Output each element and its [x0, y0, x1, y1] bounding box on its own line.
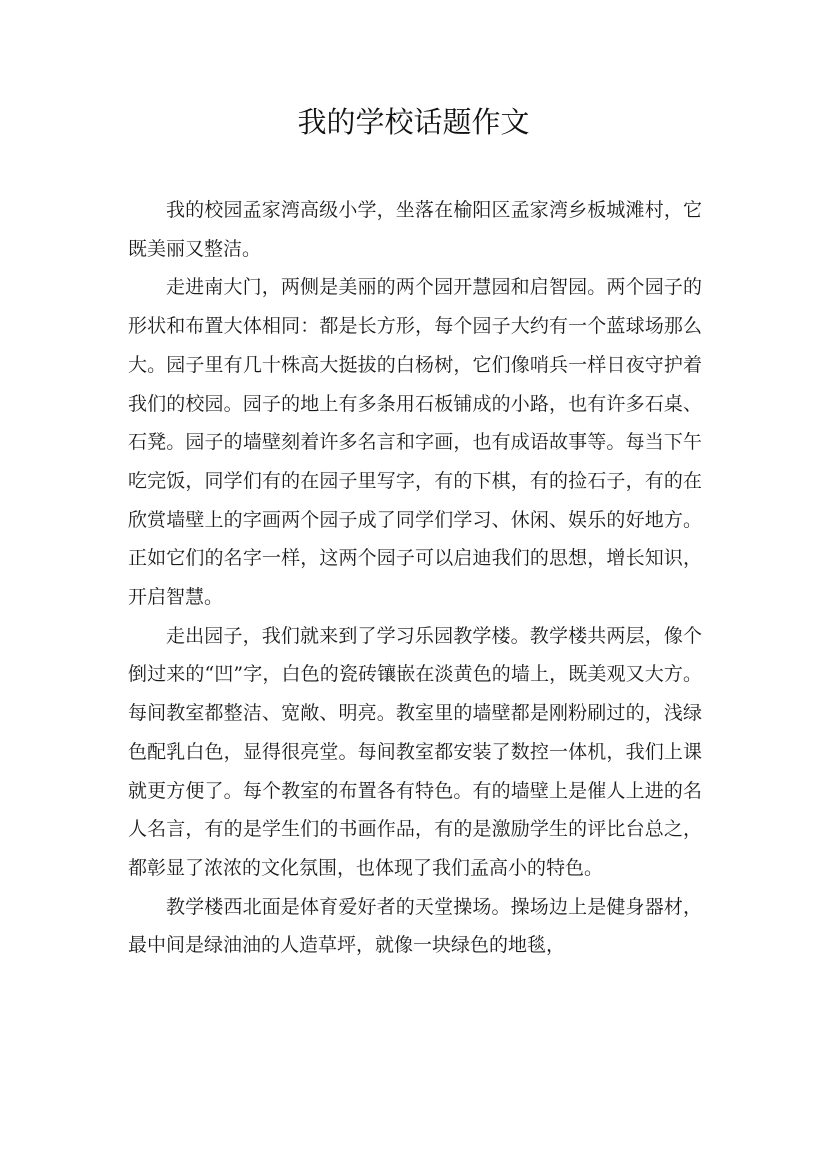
paragraph: 走进南大门，两侧是美丽的两个园开慧园和启智园。两个园子的形状和布置大体相同：都是长方形，每个园子大约有一个蓝球场那么大。园子里有几十株高大挺拔的白杨树，它们像哨兵一样日夜守护着我们的校园。园子的地上有多条用石板铺成的小路，也有许多石桌、石凳。园子的墙壁刻着许多名言和字画，也有成语故事等。每当下午吃完饭，同学们有的在园子里写字，有的下棋，有的捡石子，有的在欣赏墙壁上的字画两个园子成了同学们学习、休闲、娱乐的好地方。正如它们的名字一样，这两个园子可以启迪我们的思想，增长知识，开启智慧。 [128, 276, 702, 609]
page-title: 我的学校话题作文 [297, 105, 530, 139]
essay-body [128, 191, 702, 965]
paragraph: 我的校园孟家湾高级小学，坐落在榆阳区孟家湾乡板城滩村，它既美丽又整洁。 [128, 199, 702, 260]
paragraph: 教学楼西北面是体育爱好者的天堂操场。操场边上是健身器材，最中间是绿油油的人造草坪，就像一块绿色的地毯， [128, 895, 702, 957]
paragraph: 走出园子，我们就来到了学习乐园教学楼。教学楼共两层，像个倒过来的“凹”字，白色的瓷砖镶嵌在淡黄色的墙上，既美观又大方。每间教室都整洁、宽敞、明亮。教室里的墙壁都是刚粉刷过的，浅绿色配乳白色，显得很亮堂。每间教室都安装了数控一体机，我们上课就更方便了。每个教室的布置各有特色。有的墙壁上是催人上进的名人名言，有的是学生们的书画作品，有的是激励学生的评比台总之，都彰显了浓浓的文化氛围，也体现了我们孟高小的特色。 [128, 624, 702, 879]
